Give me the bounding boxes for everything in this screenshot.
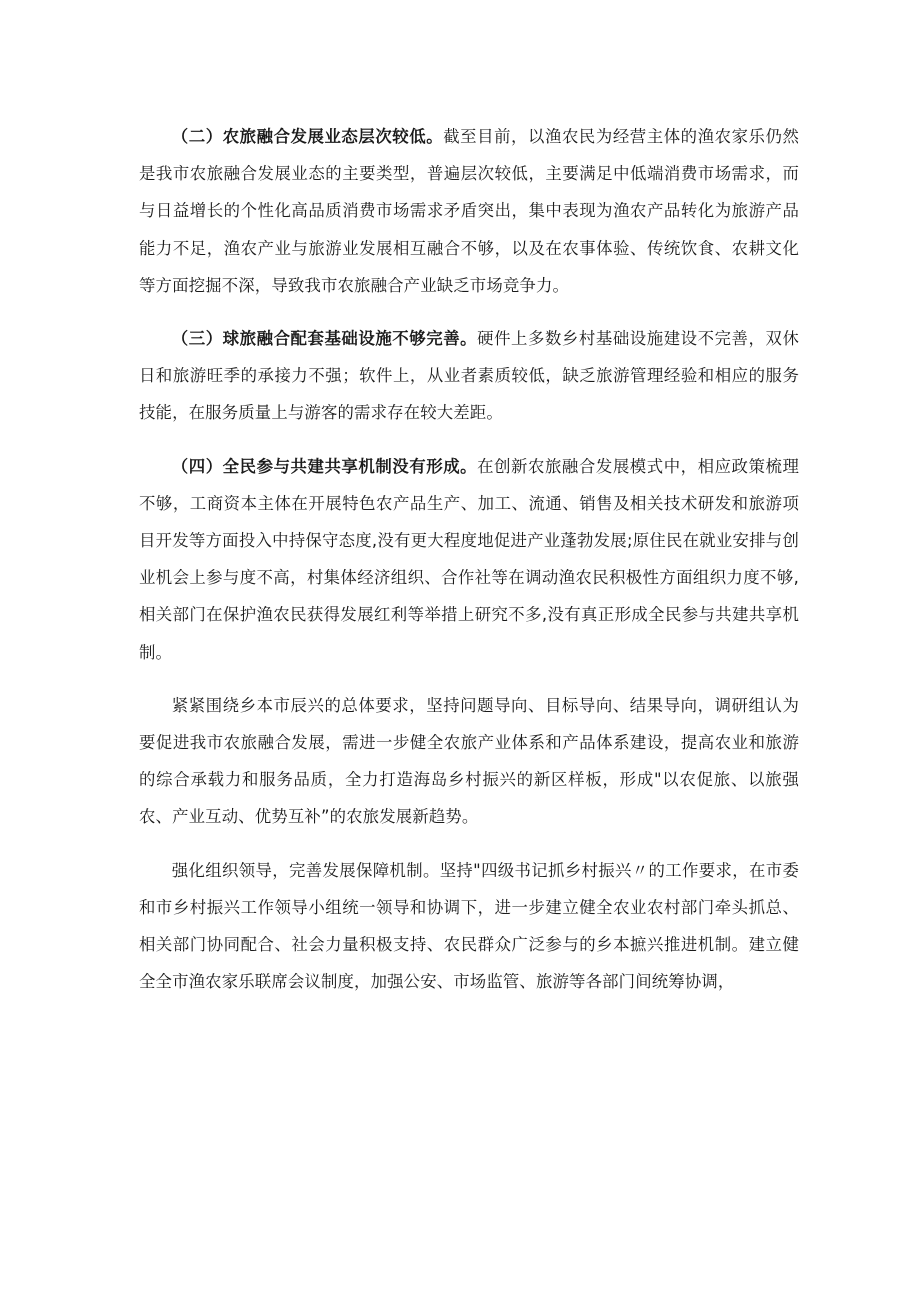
paragraph-infrastructure	[139, 320, 799, 432]
section-heading: （三）球旅融合配套基础设施不够完善。	[171, 329, 478, 349]
paragraph-text: 硬件上多数乡村基础设施建设不完善，双休日和旅游旺季的承接力不强；软件上，从业者素质较低，缺乏旅游管理经验和相应的服务技能，在服务质量上与游客的需求存在较大差距。	[139, 329, 799, 423]
section-heading: （四）全民参与共建共享机制没有形成。	[171, 456, 478, 476]
paragraph-participation-mechanism	[139, 448, 799, 671]
paragraph-text: 在创新农旅融合发展模式中，相应政策梳理不够，工商资本主体在开展特色农产品生产、加工、流通、销售及相关技术研发和旅游项目开发等方面投入中持保守态度,没有更大程度地促进产业蓬勃发展;原住民在就业安排与创业机会上参与度不高，村集体经济组织、合作社等在调动渔农民积极性方面组织力度不够,相关部门在保护渔农民获得发展红利等举措上研究不多,没有真正形成全民参与共建共享机制。	[139, 456, 799, 662]
paragraph-organizational-leadership	[139, 852, 799, 1001]
paragraph-overall-requirements	[139, 687, 799, 836]
paragraph-text: 截至目前，以渔农民为经营主体的渔农家乐仍然是我市农旅融合发展业态的主要类型，普遍层次较低，主要满足中低端消费市场需求，而与日益增长的个性化高品质消费市场需求矛盾突出，集中表现为渔农产品转化为旅游产品能力不足，渔农产业与旅游业发展相互融合不够，以及在农事体验、传统饮食、农耕文化等方面挖掘不深，导致我市农旅融合产业缺乏市场竞争力。	[139, 127, 799, 295]
paragraph-text: 强化组织领导，完善发展保障机制。坚持"四级书记抓乡村振兴〃的工作要求，在市委和市乡村振兴工作领导小组统一领导和协调下，进一步建立健全农业农村部门牵头抓总、相关部门协同配合、社会力量积极支持、农民群众广泛参与的乡本摭兴推进机制。建立健全全市渔农家乐联席会议制度，加强公安、市场监管、旅游等各部门间统筹协调，	[139, 860, 799, 992]
document-body	[139, 118, 799, 1000]
paragraph-agritourism-format	[139, 118, 799, 304]
section-heading: （二）农旅融合发展业态层次较低。	[171, 127, 444, 146]
paragraph-text: 紧紧围绕乡本市辰兴的总体要求，坚持问题导向、目标导向、结果导向，调研组认为要促进我市农旅融合发展，需进一步健全农旅产业体系和产品体系建设，提高农业和旅游的综合承载力和服务品质，全力打造海岛乡村振兴的新区样板，形成"以农促旅、以旅强农、产业互动、优势互补”的农旅发展新趋势。	[139, 695, 799, 827]
